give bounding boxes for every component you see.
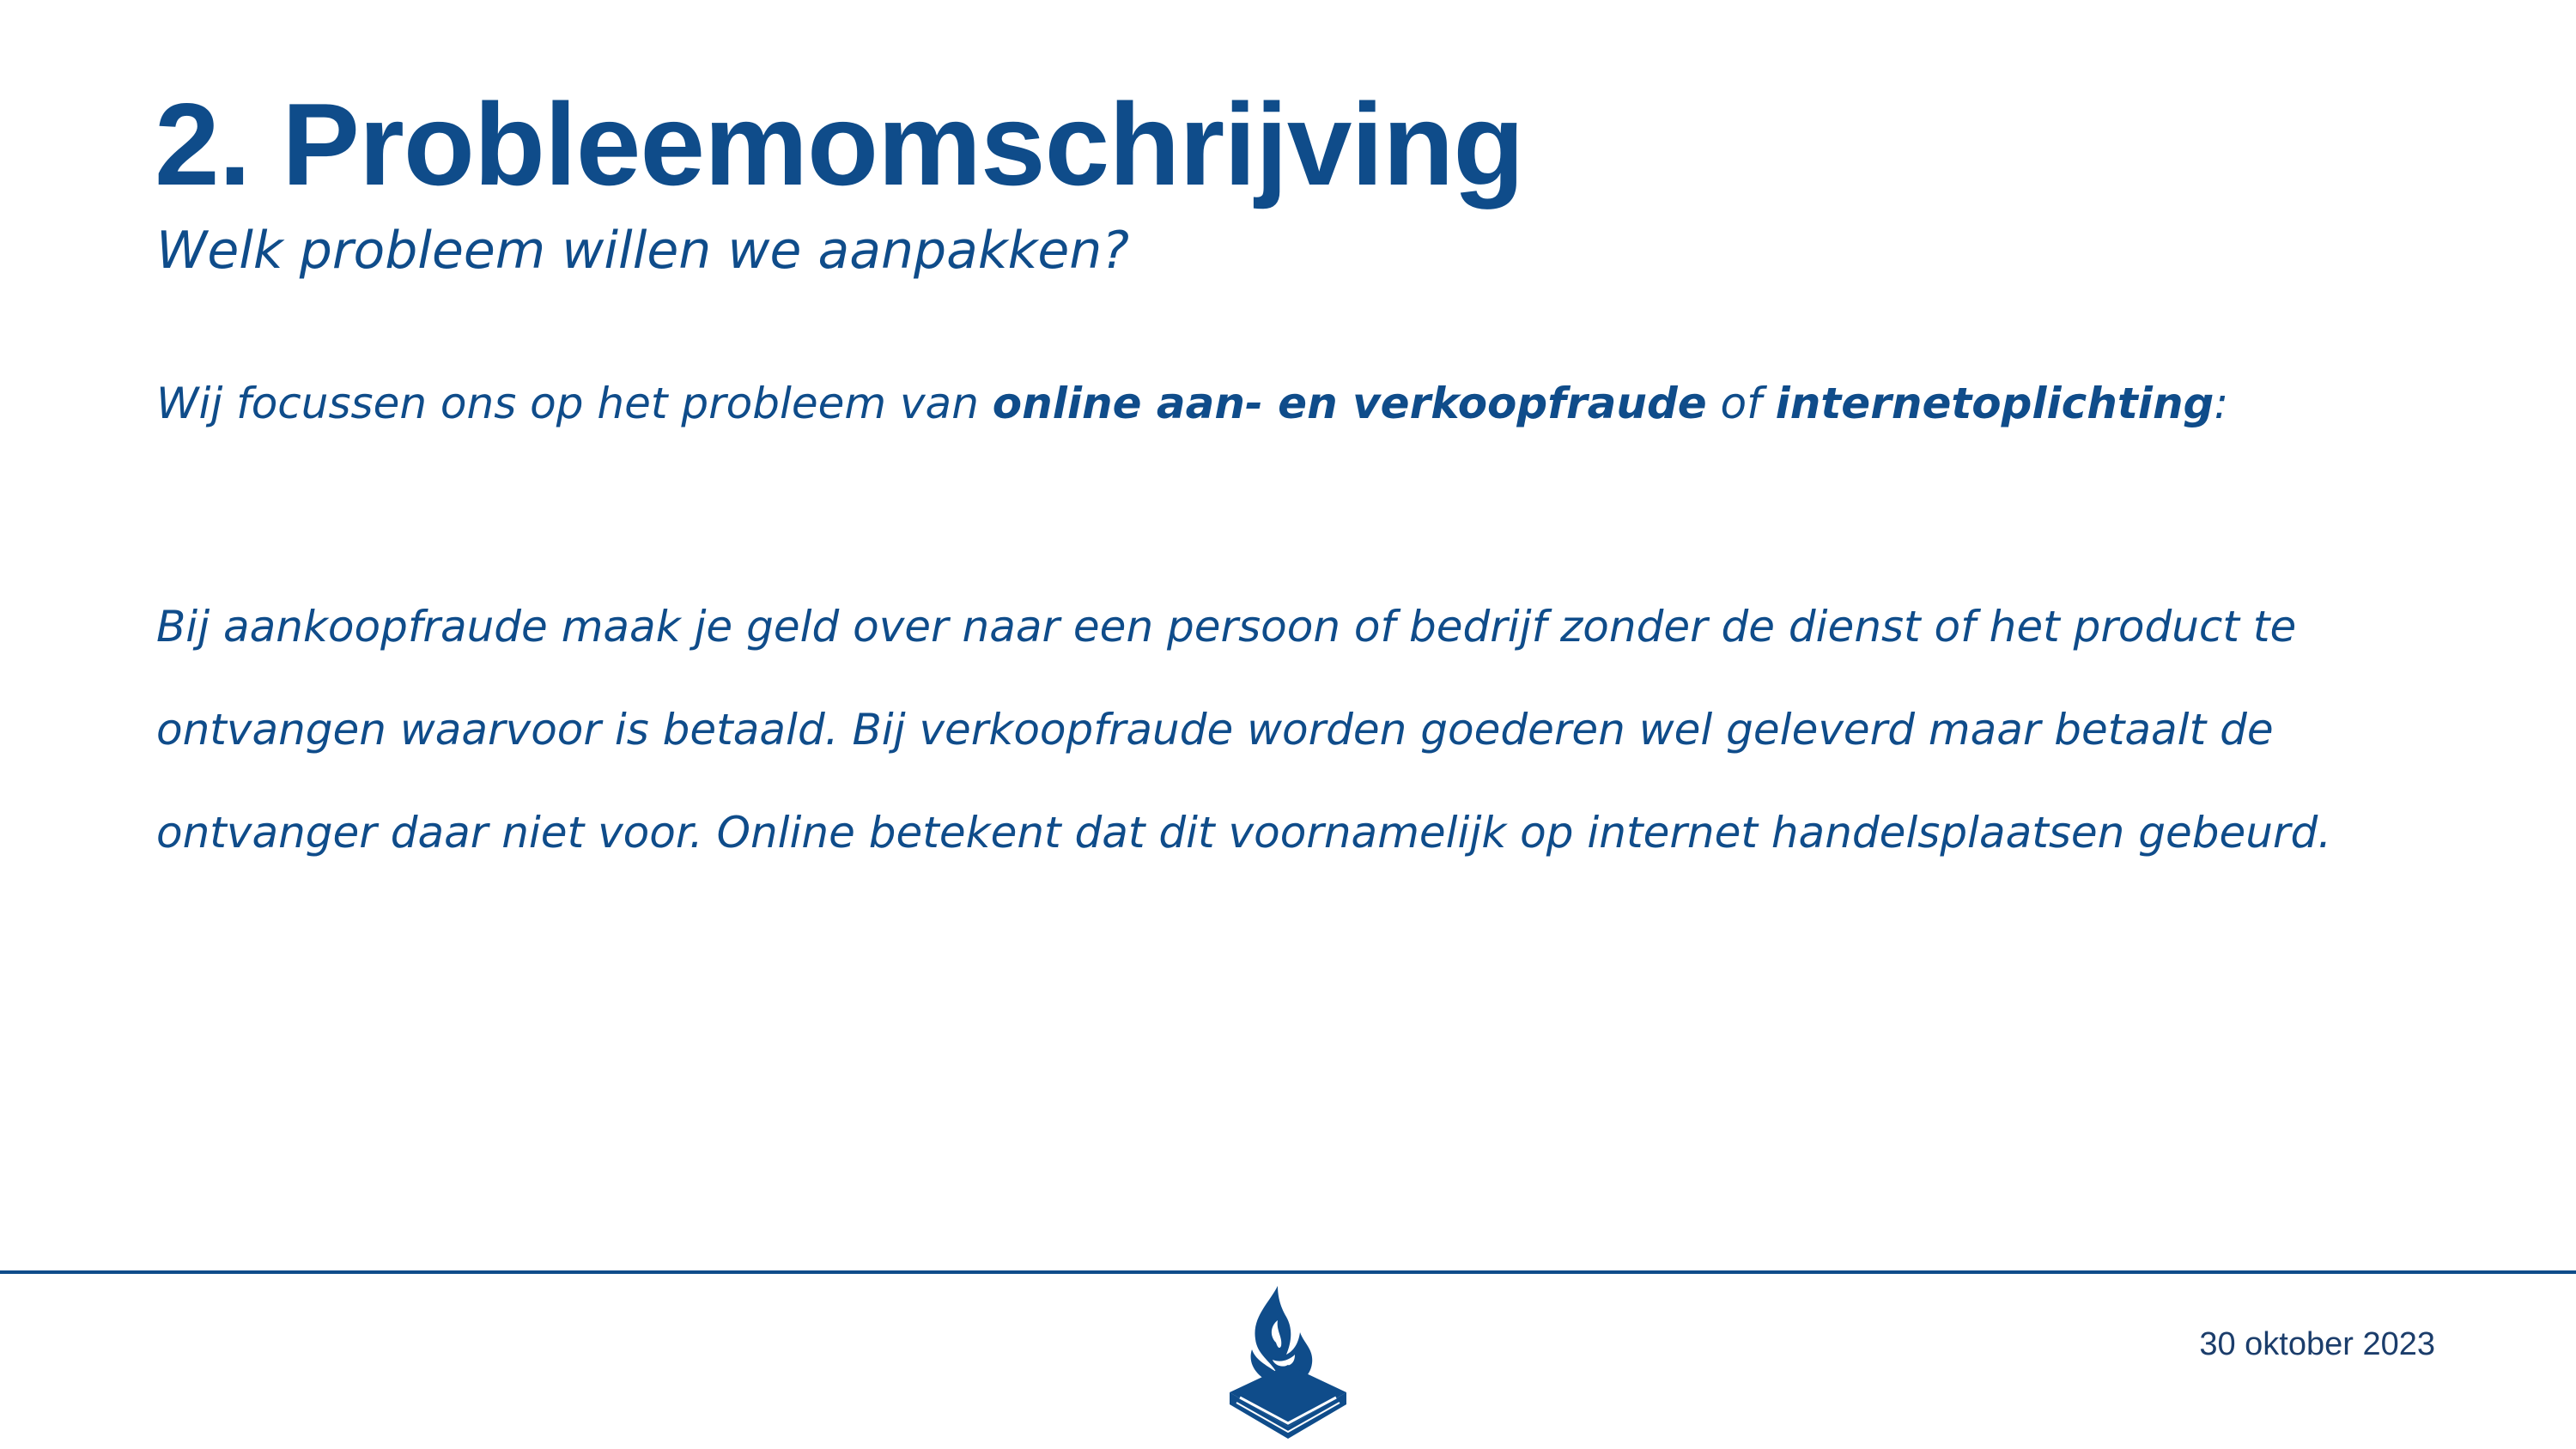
focus-term-online-fraud: online aan- en verkoopfraude <box>992 379 1707 428</box>
body-paragraph <box>156 575 2331 884</box>
focus-connector: of <box>1706 379 1776 428</box>
focus-statement <box>156 369 2228 438</box>
footer-divider <box>0 1270 2576 1274</box>
focus-term-internet-scam: internetoplichting <box>1775 379 2215 428</box>
body-line: ontvanger daar niet voor. Online betekent dat dit voornamelijk op internet handelsplaatsen gebeurd. <box>156 808 2332 858</box>
focus-end: : <box>2214 379 2229 428</box>
focus-lead: Wij focussen ons op het probleem van <box>156 379 993 428</box>
slide-subtitle: Welk probleem willen we aanpakken? <box>156 221 1130 281</box>
police-emblem-icon <box>1226 1282 1350 1440</box>
body-line: ontvangen waarvoor is betaald. Bij verkoopfraude worden goederen wel geleverd maar betaalt de <box>156 705 2274 755</box>
slide-title: 2. Probleemomschrijving <box>155 79 1524 209</box>
body-line: Bij aankoopfraude maak je geld over naar een persoon of bedrijf zonder de dienst of het product te <box>156 602 2297 652</box>
slide-date: 30 oktober 2023 <box>2199 1326 2435 1362</box>
